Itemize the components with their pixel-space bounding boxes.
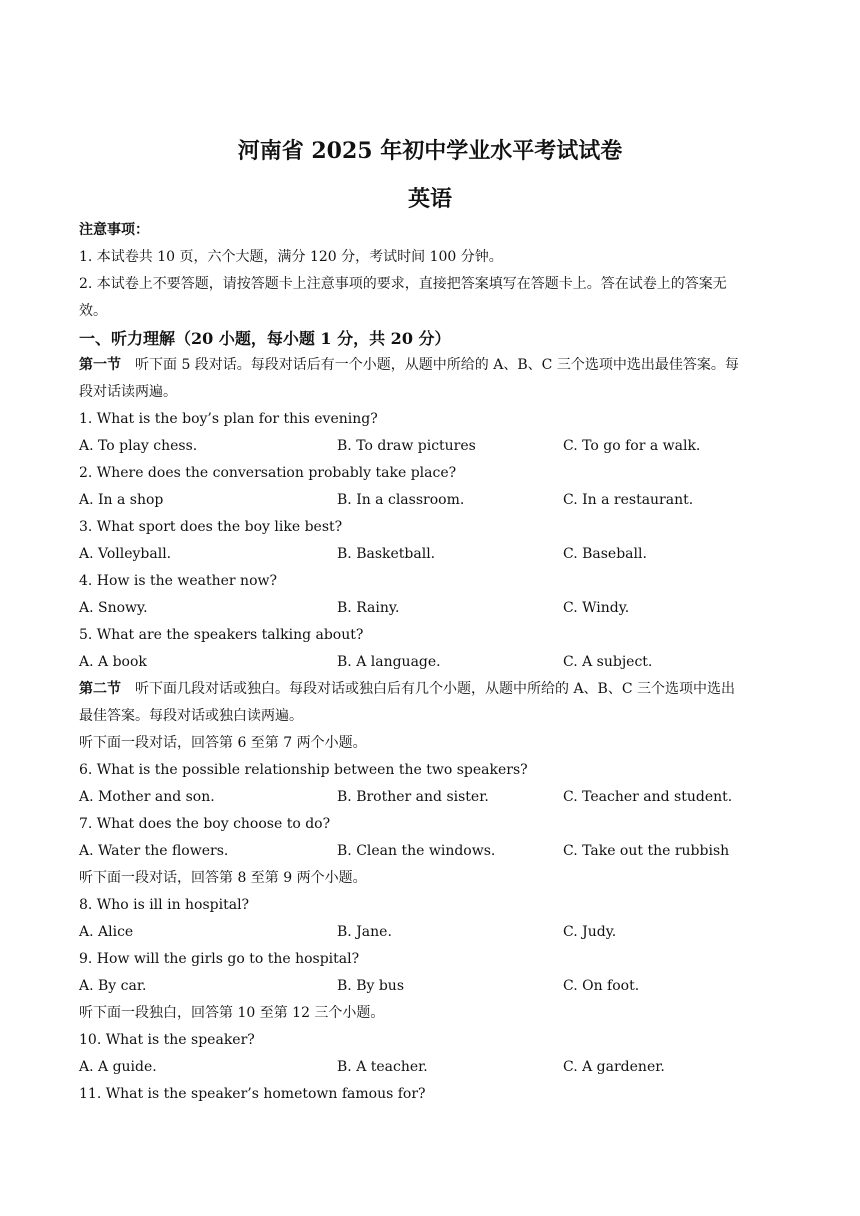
question-2: 2. Where does the conversation probably take place? [79, 465, 457, 481]
note-item-2: 2. 本试卷上不要答题，请按答题卡上注意事项的要求，直接把答案填写在答题卡上。答在试卷上的答案无 [79, 276, 727, 292]
option-b: B. To draw pictures [337, 438, 476, 454]
option-c: C. Judy. [563, 924, 617, 940]
option-a: A. A book [79, 654, 147, 670]
question-8-options [79, 919, 784, 946]
note-item-1: 1. 本试卷共 10 页，六个大题，满分 120 分，考试时间 100 分钟。 [79, 249, 503, 265]
option-b: B. In a classroom. [337, 492, 465, 508]
section2-instruction [79, 676, 784, 703]
question-10: 10. What is the speaker? [79, 1032, 255, 1048]
option-a: A. Alice [79, 924, 134, 940]
exam-title: 河南省 2025 年初中学业水平考试试卷 [237, 138, 623, 164]
question-9: 9. How will the girls go to the hospital? [79, 951, 360, 967]
option-a: A. By car. [79, 978, 147, 994]
option-c: C. Windy. [563, 600, 630, 616]
option-b: B. Basketball. [337, 546, 436, 562]
option-b: B. Brother and sister. [337, 789, 489, 805]
option-c: C. Baseball. [563, 546, 647, 562]
section2-instruction-text: 听下面几段对话或独白。每段对话或独白后有几个小题，从题中所给的 A、B、C 三个选项中选出 [135, 681, 736, 697]
option-a: A. A guide. [79, 1059, 157, 1075]
option-c: C. A gardener. [563, 1059, 665, 1075]
question-2-options [79, 487, 784, 514]
option-b: B. By bus [337, 978, 404, 994]
option-c: C. In a restaurant. [563, 492, 694, 508]
option-a: A. Snowy. [79, 600, 148, 616]
question-1-options [79, 433, 784, 460]
option-b: B. Rainy. [337, 600, 400, 616]
option-a: A. To play chess. [79, 438, 198, 454]
question-10-options [79, 1054, 784, 1081]
section1-instruction-cont: 段对话读两遍。 [79, 384, 177, 400]
section2-label: 第二节 [79, 681, 121, 697]
prompt-10-12: 听下面一段独白，回答第 10 至第 12 三个小题。 [79, 1005, 385, 1021]
question-7: 7. What does the boy choose to do? [79, 816, 331, 832]
exam-subject: 英语 [407, 186, 452, 212]
question-11: 11. What is the speaker’s hometown famous for? [79, 1086, 426, 1102]
question-3: 3. What sport does the boy like best? [79, 519, 343, 535]
question-8: 8. Who is ill in hospital? [79, 897, 250, 913]
section1-instruction-text: 听下面 5 段对话。每段对话后有一个小题，从题中所给的 A、B、C 三个选项中选出最佳答案。每 [135, 357, 739, 373]
option-c: C. To go for a walk. [563, 438, 701, 454]
question-3-options [79, 541, 784, 568]
question-4: 4. How is the weather now? [79, 573, 277, 589]
question-1: 1. What is the boy’s plan for this evening? [79, 411, 378, 427]
option-a: A. Water the flowers. [79, 843, 229, 859]
prompt-8-9: 听下面一段对话，回答第 8 至第 9 两个小题。 [79, 870, 367, 886]
option-b: B. A teacher. [337, 1059, 428, 1075]
question-5: 5. What are the speakers talking about? [79, 627, 364, 643]
question-7-options [79, 838, 784, 865]
question-6-options [79, 784, 784, 811]
option-c: C. Teacher and student. [563, 789, 733, 805]
option-b: B. Clean the windows. [337, 843, 496, 859]
option-b: B. Jane. [337, 924, 392, 940]
question-5-options [79, 649, 784, 676]
option-c: C. On foot. [563, 978, 640, 994]
option-a: A. Volleyball. [79, 546, 172, 562]
option-a: A. In a shop [79, 492, 164, 508]
option-c: C. A subject. [563, 654, 653, 670]
question-4-options [79, 595, 784, 622]
question-6: 6. What is the possible relationship between the two speakers? [79, 762, 528, 778]
option-c: C. Take out the rubbish [563, 843, 730, 859]
option-b: B. A language. [337, 654, 441, 670]
note-item-2-cont: 效。 [79, 303, 107, 319]
section1-label: 第一节 [79, 357, 121, 373]
section2-instruction-cont: 最佳答案。每段对话或独白读两遍。 [79, 708, 303, 724]
question-9-options [79, 973, 784, 1000]
part1-heading: 一、听力理解（20 小题，每小题 1 分，共 20 分） [79, 329, 451, 348]
notes-heading: 注意事项： [79, 222, 149, 238]
prompt-6-7: 听下面一段对话，回答第 6 至第 7 两个小题。 [79, 735, 367, 751]
option-a: A. Mother and son. [79, 789, 215, 805]
section1-instruction [79, 352, 784, 379]
